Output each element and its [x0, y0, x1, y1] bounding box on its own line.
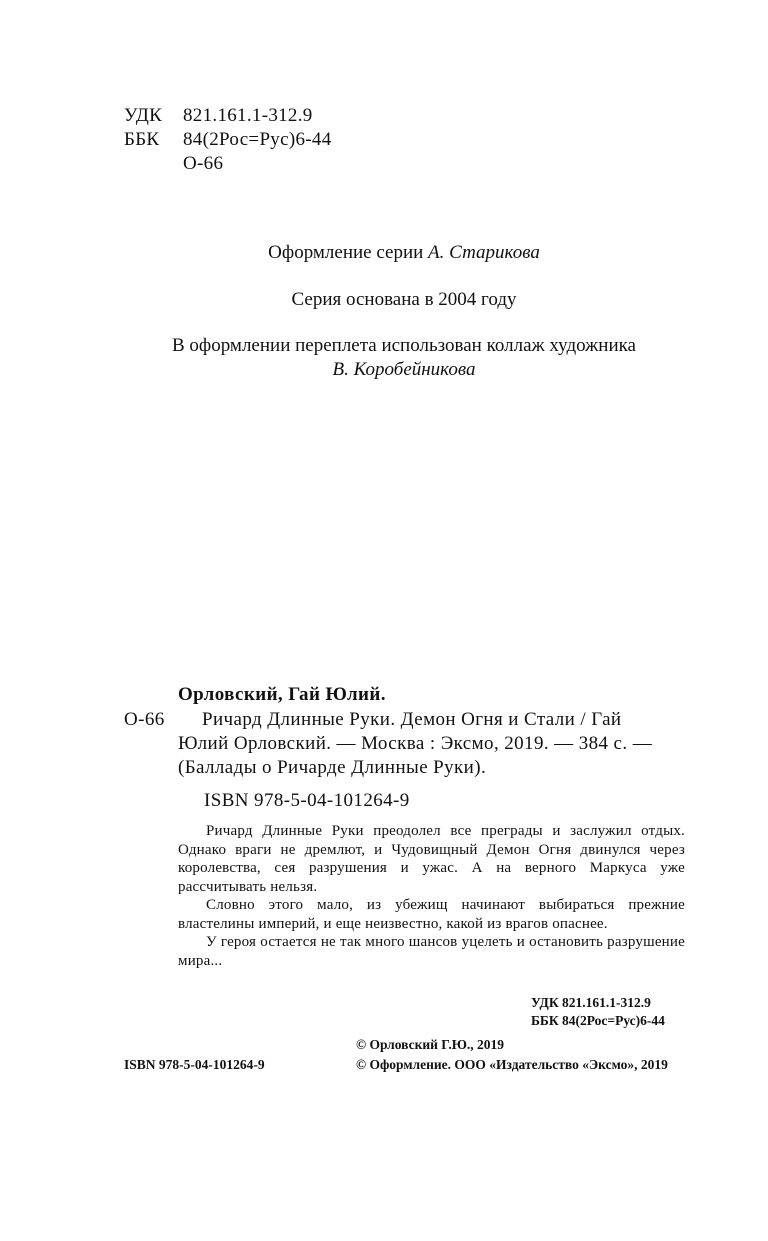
author-heading: Орловский, Гай Юлий.	[178, 684, 386, 705]
bib-author-mark: О-66	[124, 709, 165, 730]
series-designer-name: А. Старикова	[428, 242, 540, 263]
footer-udk: УДК 821.161.1-312.9	[531, 995, 651, 1010]
bib-isbn: ISBN 978-5-04-101264-9	[204, 790, 410, 811]
annotation	[178, 822, 685, 970]
series-founded-line: Серия основана в 2004 году	[291, 289, 517, 310]
footer-isbn: ISBN 978-5-04-101264-9	[124, 1057, 265, 1072]
series-design-prefix: Оформление серии	[268, 242, 424, 263]
annotation-paragraph-1: Ричард Длинные Руки преодолел все преграды и заслужил отдых. Однако враги не дремлют, и Чудовищный Демон Огня двинулся через королевства, сея разрушения и ужас. А на верного Маркуса уже рассчитывать нельзя.	[178, 823, 685, 895]
copyright-author: © Орловский Г.Ю., 2019	[356, 1037, 505, 1052]
series-design-line	[0, 241, 768, 265]
footer-bbk: ББК 84(2Рос=Рус)6-44	[531, 1013, 665, 1028]
bbk-label: ББК	[124, 129, 160, 150]
bib-title-line-2: Юлий Орловский. — Москва : Эксмо, 2019. — 384 с. —	[178, 733, 653, 754]
artist-name: В. Коробейникова	[332, 359, 476, 380]
bib-title-line-1: Ричард Длинные Руки. Демон Огня и Стали / Гай	[202, 709, 622, 730]
copyright-design: © Оформление. ООО «Издательство «Эксмо», 2019	[356, 1057, 668, 1072]
udk-label: УДК	[124, 105, 163, 126]
binding-collage-line: В оформлении переплета использован коллаж художника	[171, 335, 636, 356]
bib-title-line-3: (Баллады о Ричарде Длинные Руки).	[178, 757, 487, 778]
annotation-paragraph-3: У героя остается не так много шансов уцелеть и остановить разрушение мира...	[178, 934, 685, 969]
udk-value: 821.161.1-312.9	[183, 105, 313, 126]
author-mark: О-66	[183, 153, 224, 174]
annotation-paragraph-2: Словно этого мало, из убежищ начинают выбираться прежние властелины империй, и еще неизвестно, какой из врагов опаснее.	[178, 897, 685, 932]
bbk-value: 84(2Рос=Рус)6-44	[183, 129, 332, 150]
